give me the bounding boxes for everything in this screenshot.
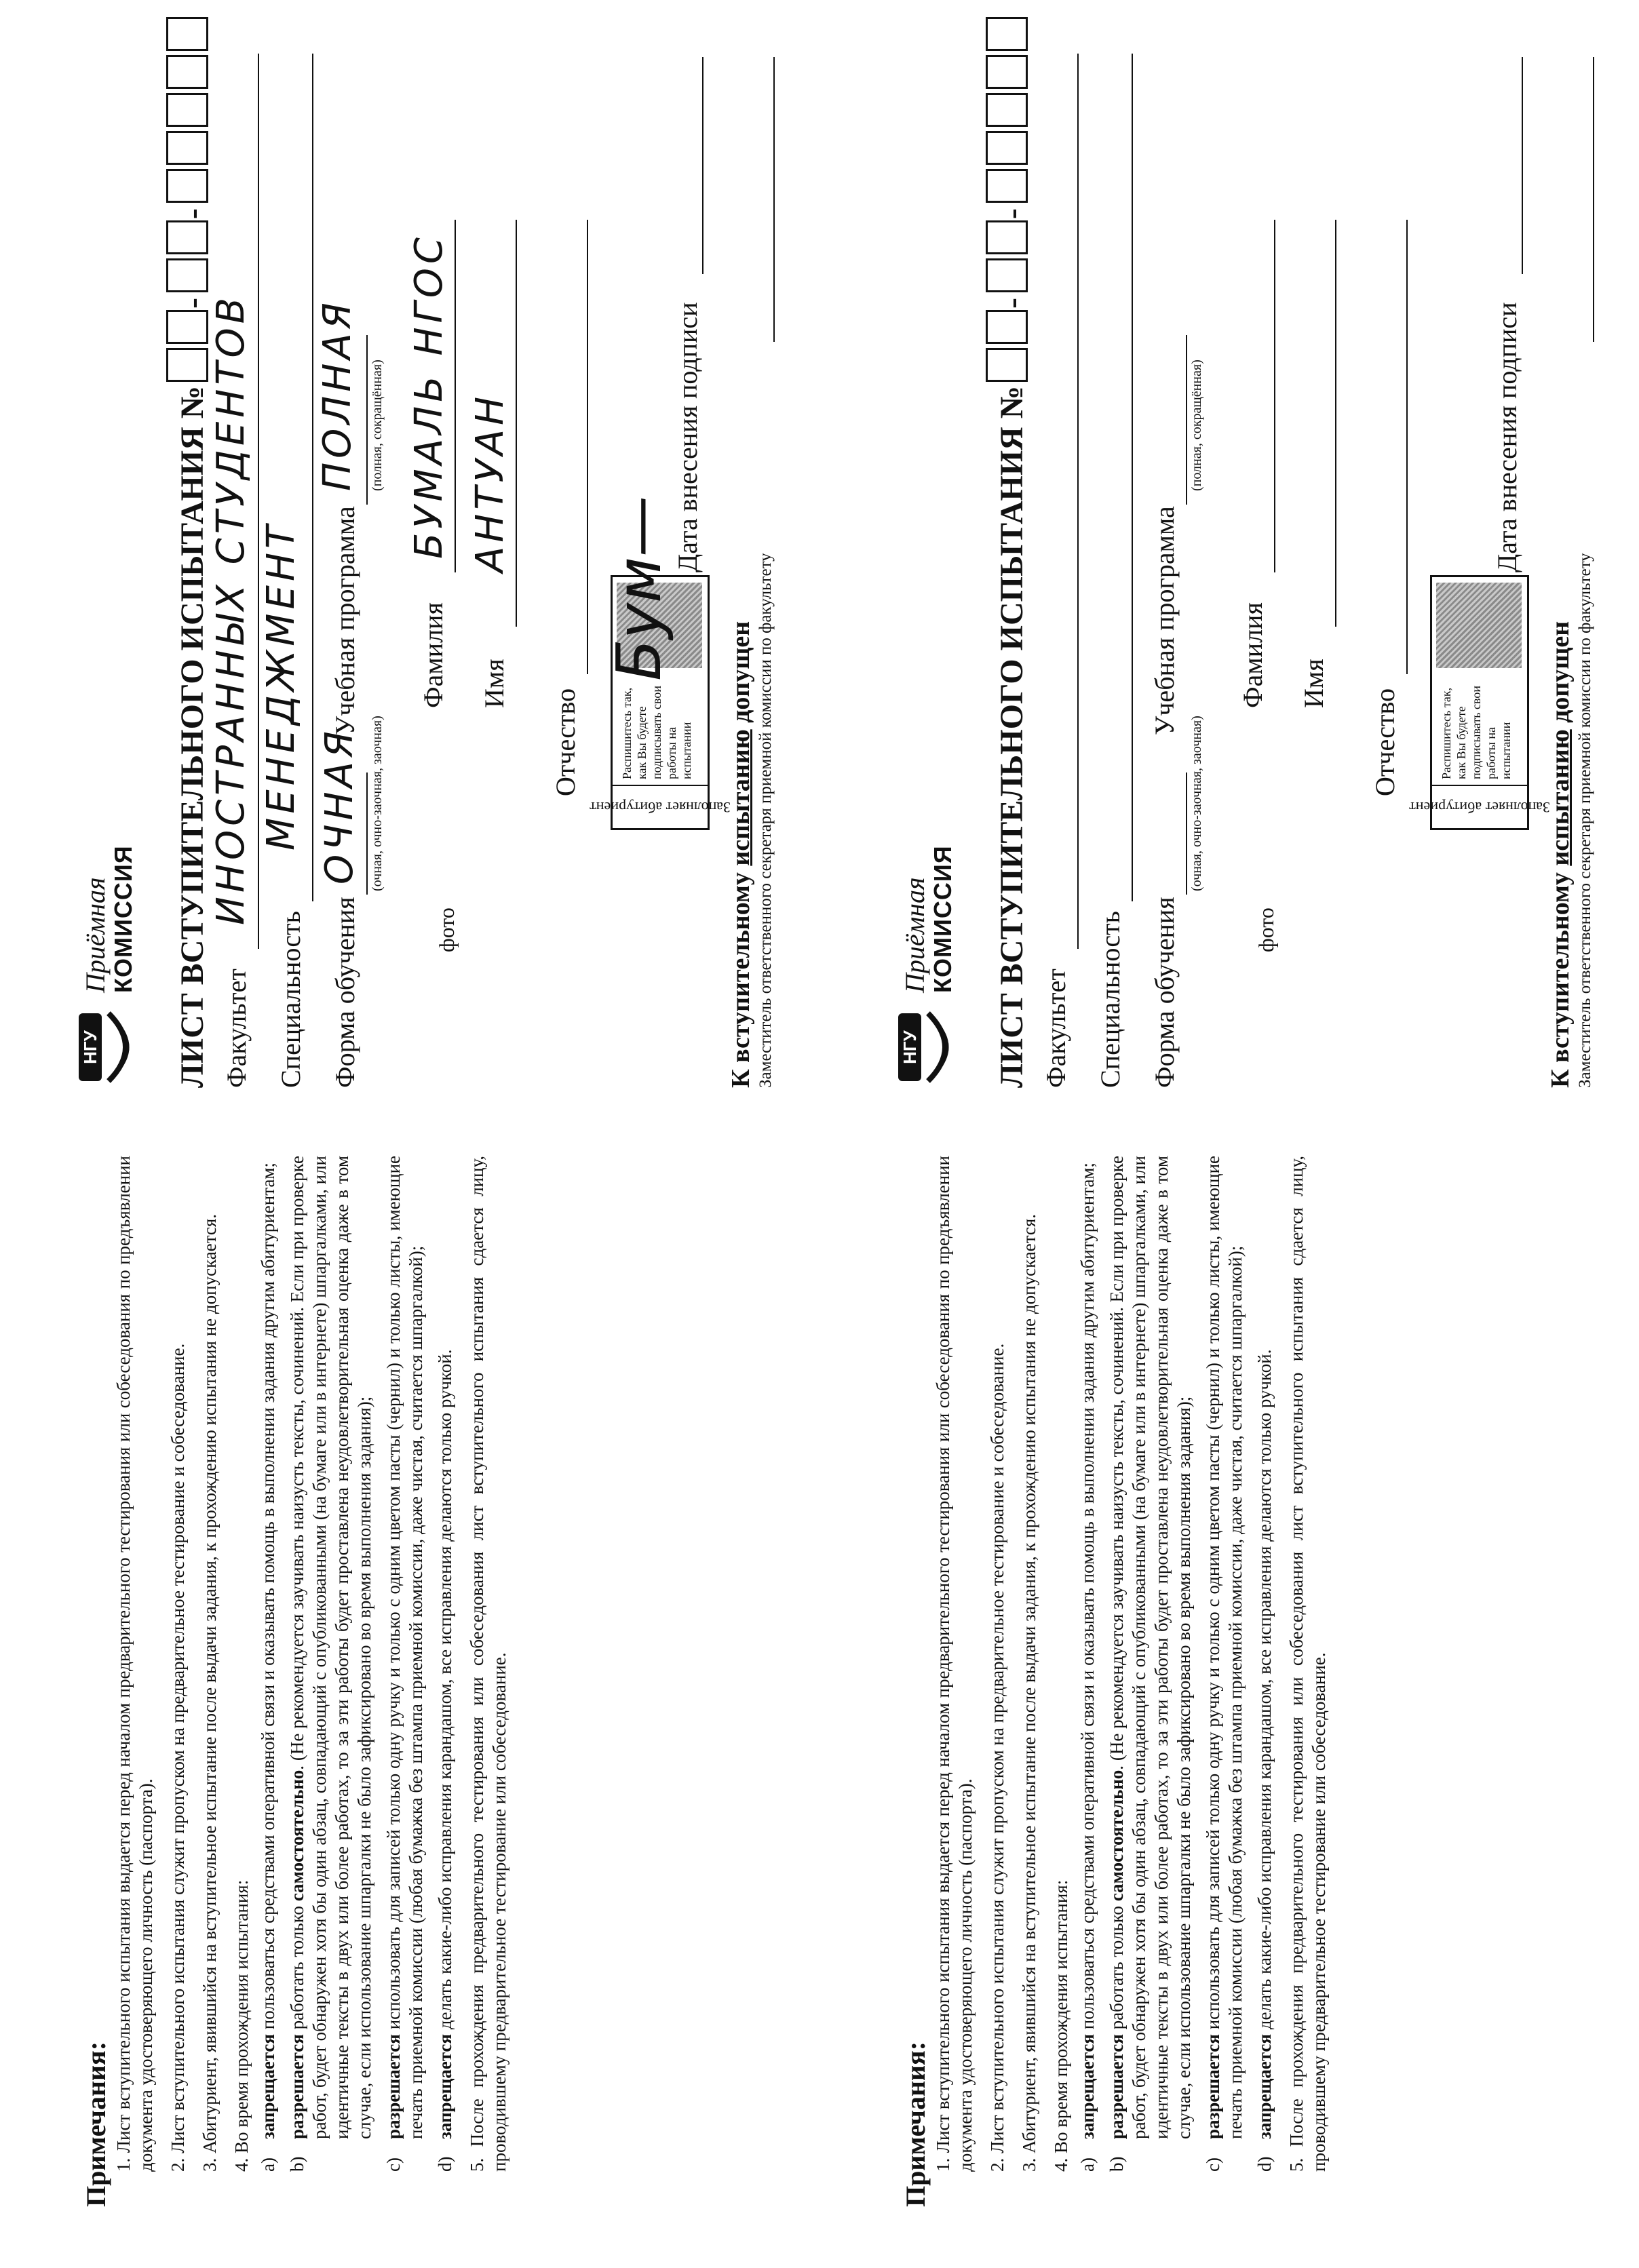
signature-box: Заполняет абитуриент Распишитесь так, как Вы будете подписывать свои работы на испытании (611, 575, 710, 830)
university-logo-icon (894, 1006, 969, 1088)
note-item: 5. После прохождения предварительного тестирования или собеседования лист вступительного испытания сдается лицу, проводившему предварительное тестирование или собеседование. (1286, 1155, 1329, 2172)
name-value: АНТУАН (468, 392, 512, 572)
program-value: ПОЛНАЯ (315, 298, 360, 491)
svg-text:НГУ: НГУ (80, 1030, 100, 1064)
note-item: 4. Во время прохождения испытания: a) запрещается пользоваться средствами оперативной связи и оказывать помощь в выполнении задания другим абитуриентам; b) разрешается работать только самостоятельно. (Не рекомендуется заучивать наизусть тексты, сочинений. Если при проверке работ, будет обнаружен хотя бы один абзац, совпадающий с опубликованными (на бумаге или в интернете) шпаргалками, или идентичные тексты в двух или более работах, то за эти работы будет проставлена неудовлетворительная оценка даже в том случае, если использование шпаргалки не было зафиксировано во время выполнения задания); c) разрешается использовать для записей только одну ручку и только с одним цветом пасты (чернил) и только листы, имеющие печать приемной комиссии (любая бумажка без штампа приемной комиссии, даже чистая, считается шпаргалкой); d) запрещается делать какие-либо исправления карандашом, все исправления делаются только ручкой. (231, 1156, 455, 2172)
form-of-study-label: Форма обучения (330, 897, 360, 1088)
deputy-secretary-label: Заместитель ответственного секретаря приемной комиссии по факультету (1576, 553, 1594, 1088)
form-of-study-label: Форма обучения (1149, 897, 1180, 1088)
note-subitem: d) запрещается делать какие-либо исправления карандашом, все исправления делаются только ручкой. (1254, 1349, 1275, 2172)
form-title: ЛИСТ ВСТУПИТЕЛЬНОГО ИСПЫТАНИЯ №-- (166, 17, 211, 1088)
surname-label: Фамилия (1237, 602, 1268, 708)
signature-scrawl: Бум— (604, 496, 675, 681)
note-item: 5. После прохождения предварительного тестирования или собеседования лист вступительного испытания сдается лицу, проводившему предварительное тестирование или собеседование. (467, 1155, 509, 2172)
patronymic-label: Отчество (550, 688, 581, 796)
form-title: ЛИСТ ВСТУПИТЕЛЬНОГО ИСПЫТАНИЯ №-- (986, 17, 1030, 1088)
surname-value: БУМАЛЬ НГОС (407, 233, 451, 559)
admission-committee-logo-text: Приёмная КОМИССИЯ (80, 845, 137, 993)
note-subitem: d) запрещается делать какие-либо исправления карандашом, все исправления делаются только ручкой. (435, 1349, 455, 2172)
note-subitem: a) запрещается пользоваться средствами оперативной связи и оказывать помощь в выполнении задания другим абитуриентам; (258, 1162, 278, 2172)
notes-section (900, 1155, 1340, 2207)
admission-committee-logo-text: Приёмная КОМИССИЯ (900, 845, 957, 993)
deputy-secretary-label: Заместитель ответственного секретаря приемной комиссии по факультету (756, 553, 775, 1088)
note-subitem: b) разрешается работать только самостоятельно. (Не рекомендуется заучивать наизусть тексты, сочинений. Если при проверке работ, будет обнаружен хотя бы один абзац, совпадающий с опубликованными (на бумаге или в интернете) шпаргалками, или идентичные тексты в двух или более работах, то за эти работы будет проставлена неудовлетворительная оценка даже в том случае, если использование шпаргалки не было зафиксировано во время выполнения задания); (287, 1156, 374, 2172)
form-of-study-hint: (очная, очно-заочная, заочная) (1189, 716, 1204, 891)
note-item: 4. Во время прохождения испытания: a) запрещается пользоваться средствами оперативной связи и оказывать помощь в выполнении задания другим абитуриентам; b) разрешается работать только самостоятельно. (Не рекомендуется заучивать наизусть тексты, сочинений. Если при проверке работ, будет обнаружен хотя бы один абзац, совпадающий с опубликованными (на бумаге или в интернете) шпаргалками, или идентичные тексты в двух или более работах, то за эти работы будет проставлена неудовлетворительная оценка даже в том случае, если использование шпаргалки не было зафиксировано во время выполнения задания); c) разрешается использовать для записей только одну ручку и только с одним цветом пасты (чернил) и только листы, имеющие печать приемной комиссии (любая бумажка без штампа приемной комиссии, даже чистая, считается шпаргалкой); d) запрещается делать какие-либо исправления карандашом, все исправления делаются только ручкой. (1051, 1156, 1275, 2172)
specialty-label: Специальность (275, 911, 306, 1088)
program-label: Учебная программа (330, 506, 360, 735)
note-item: 2. Лист вступительного испытания служит пропуском на предварительное тестирование и собеседование. (168, 1343, 188, 2172)
note-subitem: b) разрешается работать только самостоятельно. (Не рекомендуется заучивать наизусть тексты, сочинений. Если при проверке работ, будет обнаружен хотя бы один абзац, совпадающий с опубликованными (на бумаге или в интернете) шпаргалками, или идентичные тексты в двух или более работах, то за эти работы будет проставлена неудовлетворительная оценка даже в том случае, если использование шпаргалки не было зафиксировано во время выполнения задания); (1106, 1156, 1194, 2172)
name-label: Имя (479, 659, 509, 708)
faculty-label: Факультет (1041, 969, 1071, 1088)
surname-label: Фамилия (418, 602, 448, 708)
notes-section (81, 1155, 520, 2207)
note-item: 1. Лист вступительного испытания выдается перед началом предварительного тестирования или собеседования по предъявлении документа удостоверяющего личность (паспорта). (933, 1156, 976, 2172)
faculty-label: Факультет (221, 969, 252, 1088)
note-subitem: c) разрешается использовать для записей только одну ручку и только с одним цветом пасты (чернил) и только листы, имеющие печать приемной комиссии (любая бумажка без штампа приемной комиссии, даже чистая, считается шпаргалкой); (383, 1156, 426, 2172)
note-subitem: a) запрещается пользоваться средствами оперативной связи и оказывать помощь в выполнении задания другим абитуриентам; (1077, 1162, 1098, 2172)
note-item: 3. Абитуриент, явившийся на вступительное испытание после выдачи задания, к прохождению испытания не допускается. (1019, 1213, 1039, 2172)
signature-date-label: Дата внесения подписи (1492, 302, 1522, 572)
entrance-exam-form (75, 43, 794, 1088)
name-label: Имя (1298, 659, 1329, 708)
sheet-blank (820, 0, 1639, 2268)
note-item: 1. Лист вступительного испытания выдается перед началом предварительного тестирования или собеседования по предъявлении документа удостоверяющего личность (паспорта). (113, 1156, 156, 2172)
note-subitem: c) разрешается использовать для записей только одну ручку и только с одним цветом пасты (чернил) и только листы, имеющие печать приемной комиссии (любая бумажка без штампа приемной комиссии, даже чистая, считается шпаргалкой); (1203, 1156, 1246, 2172)
notes-heading: Примечания: (900, 2041, 931, 2207)
patronymic-label: Отчество (1370, 688, 1400, 796)
specialty-value: МЕНЕДЖМЕНТ (259, 521, 303, 850)
specialty-label: Специальность (1095, 911, 1125, 1088)
university-logo-icon (75, 1006, 149, 1088)
signature-box: Заполняет абитуриент Распишитесь так, как Вы будете подписывать свои работы на испытании (1430, 575, 1529, 830)
program-hint: (полная, сокращённая) (1189, 359, 1204, 491)
photo-placeholder: фото (1254, 907, 1278, 952)
photo-placeholder: фото (434, 907, 459, 952)
note-item: 2. Лист вступительного испытания служит пропуском на предварительное тестирование и собеседование. (987, 1343, 1007, 2172)
admission-heading: К вступительному испытанию допущен (1546, 621, 1575, 1088)
form-of-study-value: ОЧНАЯ (317, 727, 362, 884)
notes-heading: Примечания: (81, 2041, 111, 2207)
svg-text:НГУ: НГУ (900, 1030, 920, 1064)
note-item: 3. Абитуриент, явившийся на вступительное испытание после выдачи задания, к прохождению испытания не допускается. (199, 1213, 220, 2172)
entrance-exam-form (894, 43, 1613, 1088)
program-hint: (полная, сокращённая) (370, 359, 385, 491)
faculty-value: ИНОСТРАННЫХ СТУДЕНТОВ (209, 293, 253, 925)
form-of-study-hint: (очная, очно-заочная, заочная) (370, 716, 385, 891)
signature-date-label: Дата внесения подписи (672, 302, 703, 572)
program-label: Учебная программа (1149, 506, 1180, 735)
admission-heading: К вступительному испытанию допущен (727, 621, 755, 1088)
